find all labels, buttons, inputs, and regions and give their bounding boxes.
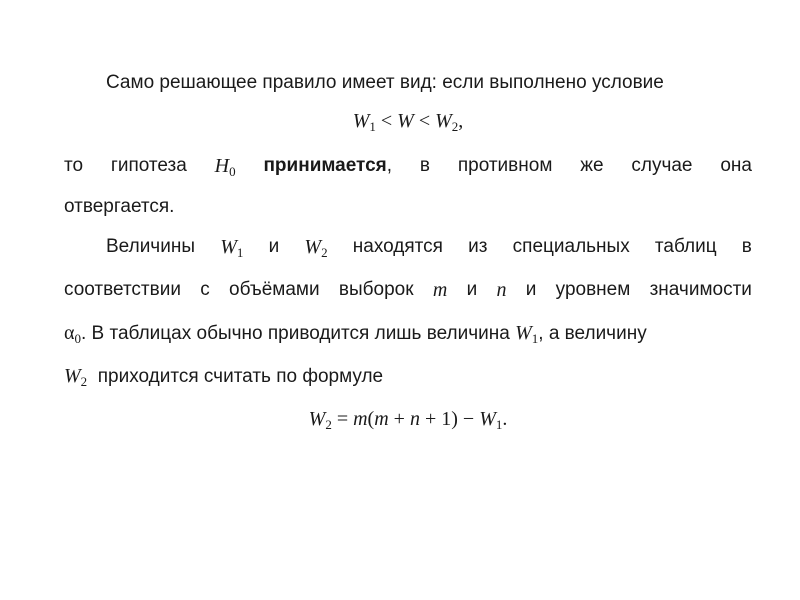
math-subscript: 2 (321, 245, 328, 260)
math-symbol: W (64, 365, 81, 387)
word: объёмами (229, 279, 320, 300)
math-symbol: W (308, 408, 326, 430)
word: в (741, 236, 752, 257)
word: с (200, 279, 210, 300)
math-subscript: 1 (369, 119, 376, 134)
math-operator: − (457, 408, 480, 430)
text-run: Само решающее правило имеет вид: если выполнено условие (106, 72, 664, 93)
word: противном (457, 155, 553, 176)
paragraph-2-line-4 (64, 363, 752, 395)
math-symbol: n (496, 279, 507, 301)
math-operator: = (331, 408, 354, 430)
bold-word: принимается (263, 155, 387, 176)
math-w1 (220, 234, 243, 266)
word: находятся (352, 236, 443, 257)
math-h0 (215, 153, 236, 185)
math-symbol: m (353, 408, 368, 430)
paragraph-2-line-3 (64, 320, 752, 352)
formula-inequality (64, 108, 752, 140)
word: уровнем (555, 279, 631, 300)
text-run: приходится считать по формуле (87, 366, 384, 387)
math-paren: ) (451, 408, 458, 430)
math-punct: , (458, 110, 464, 132)
math-symbol: W (220, 236, 237, 258)
word: случае (631, 155, 693, 176)
math-operator: + (388, 408, 410, 430)
math-paren: ( (367, 408, 375, 430)
word: выборок (338, 279, 414, 300)
word: же (580, 155, 604, 176)
math-w2 (304, 234, 327, 266)
paragraph-1-line-2 (64, 153, 752, 185)
math-symbol: α (64, 322, 75, 344)
math-operator: < (413, 110, 436, 132)
paragraph-1-line-3 (64, 194, 752, 220)
math-subscript: 2 (80, 374, 88, 389)
word: и (525, 279, 537, 300)
math-symbol: W (352, 110, 370, 132)
punct: , (386, 155, 393, 176)
math-subscript: 2 (451, 119, 459, 134)
bold-word-group (263, 153, 392, 185)
word: гипотеза (110, 155, 187, 176)
math-symbol: H (214, 155, 230, 177)
word: в (419, 155, 430, 176)
math-operator: + (419, 408, 442, 430)
paragraph-2-line-1 (106, 234, 752, 266)
word: она (720, 155, 752, 176)
math-subscript: 0 (74, 331, 81, 346)
word: таблиц (654, 236, 717, 257)
math-symbol: W (435, 110, 452, 132)
word: то (64, 155, 84, 176)
paragraph-2-line-2 (64, 277, 752, 303)
math-subscript: 0 (229, 164, 236, 179)
math-symbol: W (479, 408, 496, 430)
math-symbol: m (374, 408, 389, 430)
word: из (468, 236, 488, 257)
word: значимости (649, 279, 752, 300)
math-subscript: 1 (236, 245, 244, 260)
formula-w2 (64, 406, 752, 438)
math-symbol: m (432, 279, 448, 301)
word: и (466, 279, 478, 300)
math-operator: < (375, 110, 398, 132)
math-symbol: n (409, 408, 420, 430)
math-symbol: W (304, 236, 322, 258)
word: специальных (512, 236, 630, 257)
paragraph-1-line-1 (106, 70, 752, 96)
word: соответствии (64, 279, 181, 300)
math-number: 1 (441, 408, 452, 430)
math-subscript: 2 (325, 417, 332, 432)
text-run: , а величину (538, 323, 647, 344)
math-punct: . (502, 408, 508, 430)
math-symbol: W (397, 110, 414, 132)
math-subscript: 1 (531, 331, 539, 346)
word: Величины (106, 236, 195, 257)
text-run: . В таблицах обычно приводится лишь величина (80, 323, 516, 344)
math-symbol: W (515, 322, 532, 344)
word: и (268, 236, 280, 257)
math-subscript: 1 (495, 417, 503, 432)
text-run: отвергается. (64, 196, 175, 217)
